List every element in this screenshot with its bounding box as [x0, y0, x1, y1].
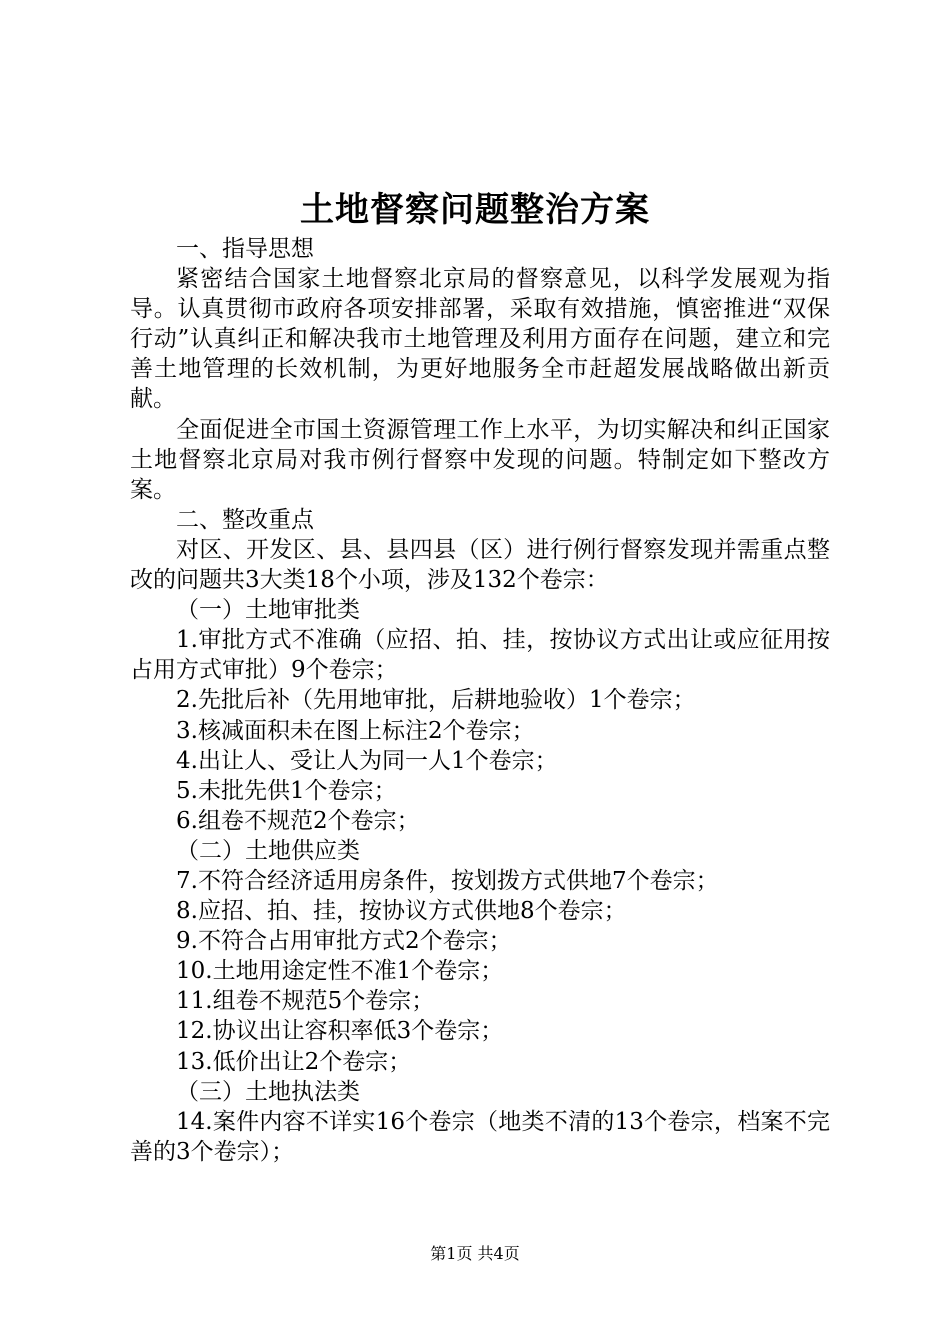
list-item: 5.未批先供1个卷宗；	[176, 777, 397, 804]
body-paragraph: 全面促进全市国土资源管理工作上水平，为切实解决和纠正国家土地督察北京局对我市例行督察中发现的问题。特制定如下整改方案。	[130, 416, 830, 503]
body-paragraph: 紧密结合国家土地督察北京局的督察意见，以科学发展观为指导。认真贯彻市政府各项安排部署，采取有效措施，慎密推进“双保行动”认真纠正和解决我市土地管理及利用方面存在问题，建立和完善土地管理的长效机制，为更好地服务全市赶超发展战略做出新贡献。	[130, 266, 830, 413]
list-item: 1.审批方式不准确（应招、拍、挂，按协议方式出让或应征用按占用方式审批）9个卷宗；	[130, 627, 830, 684]
document-title: 土地督察问题整治方案	[300, 190, 650, 230]
list-item: 7.不符合经济适用房条件，按划拨方式供地7个卷宗；	[176, 867, 719, 894]
list-item: 12.协议出让容积率低3个卷宗；	[176, 1018, 504, 1045]
list-item: 9.不符合占用审批方式2个卷宗；	[176, 928, 512, 955]
list-item: 14.案件内容不详实16个卷宗（地类不清的13个卷宗，档案不完善的3个卷宗）；	[130, 1108, 830, 1165]
list-item: 4.出让人、受让人为同一人1个卷宗；	[176, 747, 558, 774]
subsection-heading-land-supply: （二）土地供应类	[176, 837, 360, 864]
list-item: 10.土地用途定性不准1个卷宗；	[176, 958, 504, 985]
list-item: 11.组卷不规范5个卷宗；	[176, 988, 435, 1015]
subsection-heading-land-enforcement: （三）土地执法类	[176, 1078, 360, 1105]
list-item: 6.组卷不规范2个卷宗；	[176, 807, 420, 834]
list-item: 3.核减面积未在图上标注2个卷宗；	[176, 717, 535, 744]
document-body	[130, 234, 830, 1167]
section-heading-guiding-ideology: 一、指导思想	[176, 236, 314, 262]
list-item: 8.应招、拍、挂，按协议方式供地8个卷宗；	[176, 898, 627, 925]
body-paragraph: 对区、开发区、县、县四县（区）进行例行督察发现并需重点整改的问题共3大类18个小项，涉及132个卷宗：	[130, 536, 830, 594]
list-item: 2.先批后补（先用地审批，后耕地验收）1个卷宗；	[176, 687, 696, 714]
subsection-heading-land-approval: （一）土地审批类	[176, 597, 360, 624]
page-footer: 第1页 共4页	[430, 1244, 520, 1263]
section-heading-key-points: 二、整改重点	[176, 506, 314, 533]
list-item: 13.低价出让2个卷宗；	[176, 1048, 412, 1075]
